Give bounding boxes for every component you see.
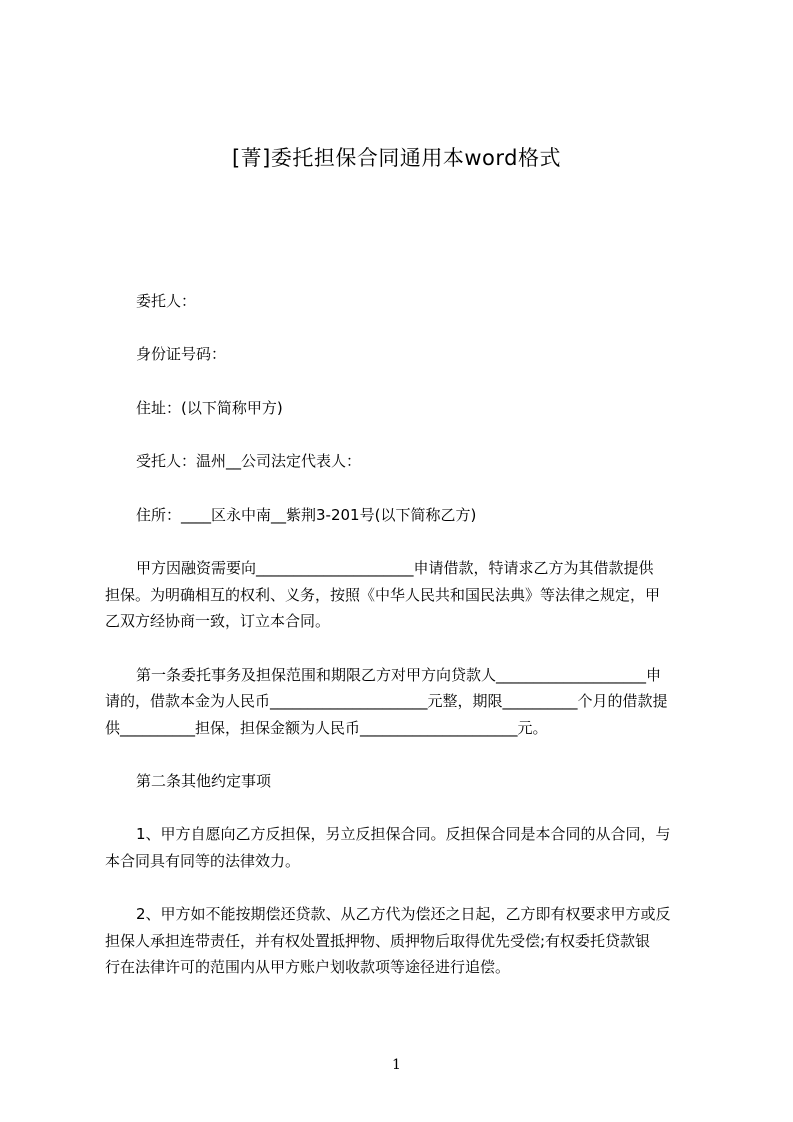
paragraph-line: 供__________担保，担保金额为人民币_____________________元。 <box>105 719 548 737</box>
paragraph-line: 请的，借款本金为人民币_____________________元整，期限__________个月的借款提 <box>105 692 668 710</box>
page-number: 1 <box>392 1057 401 1073</box>
address-a-field: 住址：(以下简称甲方) <box>136 399 283 417</box>
paragraph-line: 本合同具有同等的法律效力。 <box>105 852 301 870</box>
document-title: [菁]委托担保合同通用本word格式 <box>231 146 561 170</box>
article-2-heading: 第二条其他约定事项 <box>136 772 272 790</box>
paragraph-line: 乙双方经协商一致，订立本合同。 <box>105 612 331 630</box>
paragraph-line: 第一条委托事务及担保范围和期限乙方对甲方向贷款人____________________申 <box>136 666 662 684</box>
paragraph-line: 1、甲方自愿向乙方反担保，另立反担保合同。反担保合同是本合同的从合同，与 <box>136 825 671 843</box>
id-number-field: 身份证号码： <box>136 345 227 363</box>
address-b-field: 住所：____区永中南__紫荆3-201号(以下简称乙方) <box>136 506 477 524</box>
paragraph-line: 行在法律许可的范围内从甲方账户划收款项等途径进行追偿。 <box>105 958 511 976</box>
paragraph-line: 甲方因融资需要向_____________________申请借款，特请求乙方为其借款提供 <box>136 559 654 577</box>
agent-field: 受托人：温州__公司法定代表人： <box>136 452 362 470</box>
principal-field: 委托人： <box>136 292 197 310</box>
paragraph-line: 担保。为明确相互的权利、义务，按照《中华人民共和国民法典》等法律之规定，甲 <box>105 586 661 604</box>
paragraph-line: 2、甲方如不能按期偿还贷款、从乙方代为偿还之日起，乙方即有权要求甲方或反 <box>136 905 671 923</box>
paragraph-line: 担保人承担连带责任，并有权处置抵押物、质押物后取得优先受偿;有权委托贷款银 <box>105 932 651 950</box>
